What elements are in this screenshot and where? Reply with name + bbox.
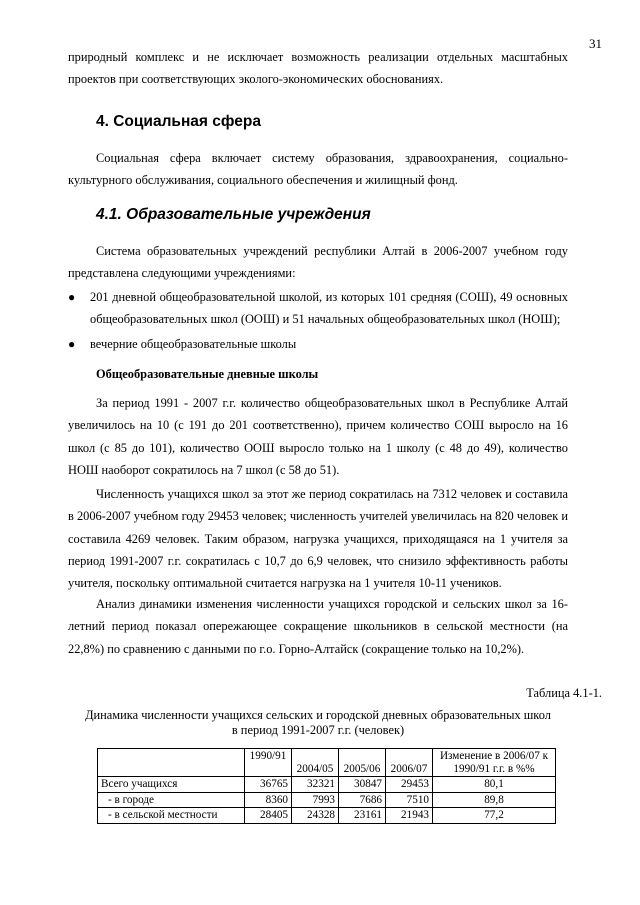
cell-2005: 30847 bbox=[339, 777, 386, 793]
body-paragraph-2: Численность учащихся школ за этот же период сократилась на 7312 человек и составила в 2006-2007 учебном году 29453 человек; численность учителей увеличилась на 820 человек и составила 4269 человек. Таким образом, нагрузка учащихся, приходящаяся на 1 учителя за период 1991-2007 г.г. сократилась с 10,7 до 6,9 человек, что снизило эффективность работы учителя, поскольку оптимальной считается нагрузка на 1 учителя 10-11 учеников. bbox=[68, 487, 568, 591]
cell-change: 80,1 bbox=[433, 777, 556, 793]
cell-2005: 7686 bbox=[339, 792, 386, 808]
bullet-icon: ● bbox=[68, 336, 76, 351]
table-row bbox=[98, 777, 556, 793]
row-label: Всего учащихся bbox=[98, 777, 245, 793]
institution-list bbox=[68, 286, 568, 355]
cell-2004: 32321 bbox=[292, 777, 339, 793]
table-header-blank bbox=[98, 749, 245, 777]
cell-2004: 7993 bbox=[292, 792, 339, 808]
subsection-heading: Общеобразовательные дневные школы bbox=[96, 367, 319, 381]
table-header-1990: 1990/91 bbox=[245, 749, 292, 777]
students-table bbox=[97, 748, 556, 824]
table-header-2005: 2005/06 bbox=[339, 749, 386, 777]
row-label: - в сельской местности bbox=[98, 808, 245, 824]
cell-2004: 24328 bbox=[292, 808, 339, 824]
section-4-heading: 4. Социальная сфера bbox=[96, 113, 261, 130]
section-4-paragraph: Социальная сфера включает систему образования, здравоохранения, социально-культурного обслуживания, социального обеспечения и жилищный фонд. bbox=[68, 151, 568, 188]
body-paragraph-1: За период 1991 - 2007 г.г. количество общеобразовательных школ в Республике Алтай увеличилось на 10 (с 191 до 201 соответственно), причем количество СОШ выросло на 16 школ (с 85 до 101), количество ООШ выросло только на 1 школу (с 48 до 49), количество НОШ наоборот сократилось на 7 школ (с 58 до 51). bbox=[68, 396, 568, 477]
bullet-icon: ● bbox=[68, 290, 76, 304]
cell-1990: 36765 bbox=[245, 777, 292, 793]
intro-paragraph: природный комплекс и не исключает возможность реализации отдельных масштабных проектов при соответствующих эколого-экономических обоснованиях. bbox=[68, 50, 568, 87]
table-caption bbox=[68, 708, 568, 738]
section-4-1-heading: 4.1. Образовательные учреждения bbox=[96, 206, 371, 223]
list-item bbox=[68, 333, 568, 355]
cell-change: 77,2 bbox=[433, 808, 556, 824]
cell-2006: 7510 bbox=[386, 792, 433, 808]
body-paragraph-3: Анализ динамики изменения численности учащихся городской и сельских школ за 16-летний период показал опережающее сокращение школьников в сельской местности (на 22,8%) по сравнению с данными по г.о. Горно-Алтайск (сокращение только на 10,2%). bbox=[68, 597, 568, 656]
cell-1990: 28405 bbox=[245, 808, 292, 824]
list-item-text: вечерние общеобразовательные школы bbox=[90, 336, 297, 351]
list-item-text: 201 дневной общеобразовательной школой, из которых 101 средняя (СОШ), 49 основных общеобразовательных школ (ООШ) и 51 начальных общеобразовательных школ (НОШ); bbox=[90, 290, 568, 327]
table-header-2004: 2004/05 bbox=[292, 749, 339, 777]
table-row bbox=[98, 792, 556, 808]
page-number: 31 bbox=[589, 36, 602, 51]
cell-1990: 8360 bbox=[245, 792, 292, 808]
cell-2006: 29453 bbox=[386, 777, 433, 793]
table-header-2006: 2006/07 bbox=[386, 749, 433, 777]
cell-2006: 21943 bbox=[386, 808, 433, 824]
cell-change: 89,8 bbox=[433, 792, 556, 808]
list-item bbox=[68, 286, 568, 331]
table-row bbox=[98, 808, 556, 824]
table-label: Таблица 4.1-1. bbox=[526, 686, 602, 700]
table-caption-line-1: Динамика численности учащихся сельских и городской дневных образовательных школ bbox=[85, 708, 551, 722]
table-caption-line-2: в период 1991-2007 г.г. (человек) bbox=[231, 723, 405, 737]
table-header-change: Изменение в 2006/07 к 1990/91 г.г. в %% bbox=[433, 749, 556, 777]
section-4-1-intro: Система образовательных учреждений республики Алтай в 2006-2007 учебном году представлена следующими учреждениями: bbox=[68, 244, 568, 281]
row-label: - в городе bbox=[98, 792, 245, 808]
cell-2005: 23161 bbox=[339, 808, 386, 824]
table-header-row bbox=[98, 749, 556, 777]
